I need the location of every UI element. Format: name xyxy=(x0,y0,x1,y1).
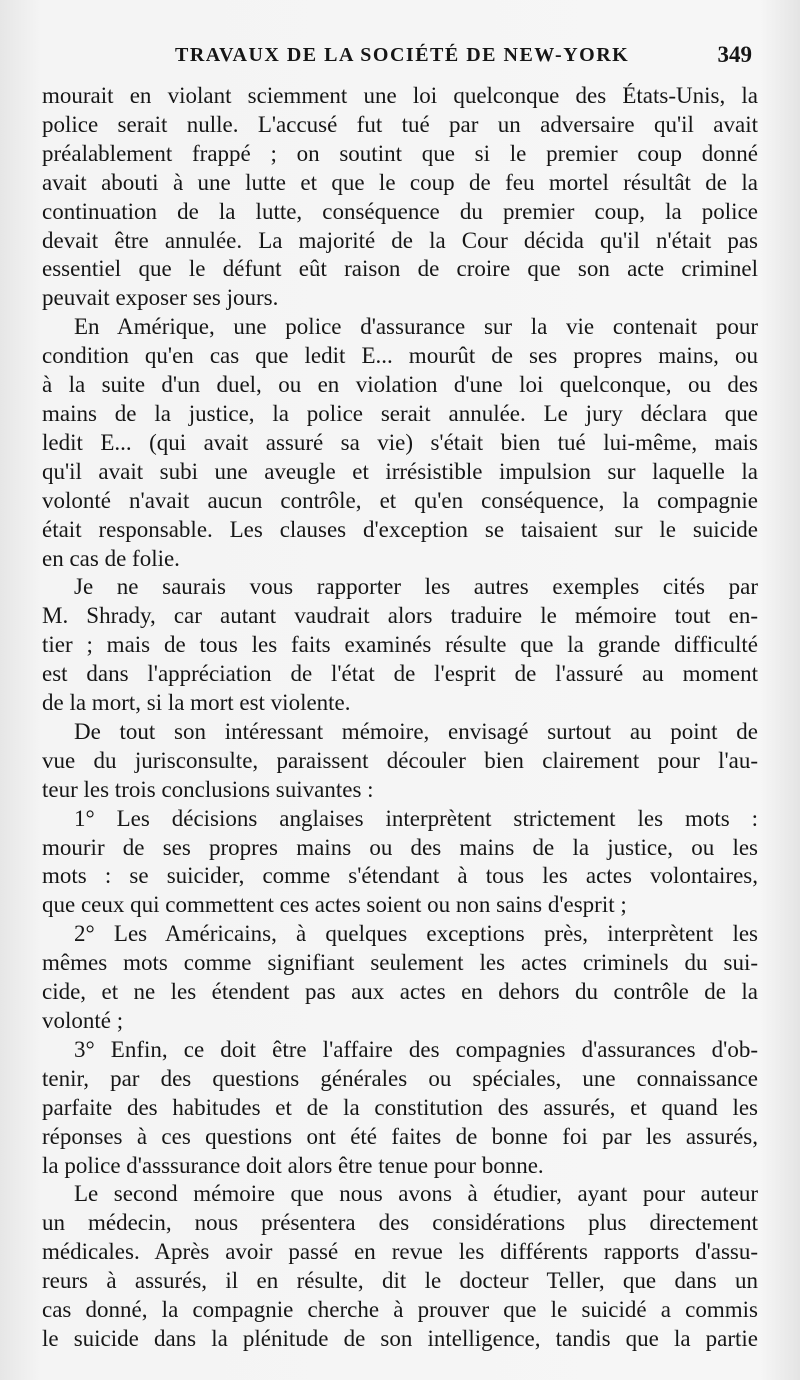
text-line: de la mort, si la mort est violente. xyxy=(42,690,351,716)
text-line: tier ; mais de tous les faits examinés résulte que la grande difficulté xyxy=(42,632,758,658)
paragraph xyxy=(42,805,758,921)
paragraph xyxy=(42,82,758,313)
text-line: 1° Les décisions anglaises interprètent strictement les mots : xyxy=(74,805,758,831)
text-line: 2° Les Américains, à quelques exceptions près, interprètent les xyxy=(74,921,758,947)
text-line: mêmes mots comme signifiant seulement les actes criminels du sui- xyxy=(42,950,758,976)
text-line: De tout son intéressant mémoire, envisagé surtout au point de xyxy=(74,718,758,744)
text-line: vue du jurisconsulte, paraissent découler bien clairement pour l'au- xyxy=(42,747,758,773)
text-line: continuation de la lutte, conséquence du premier coup, la police xyxy=(42,198,758,224)
body-text xyxy=(42,82,758,1354)
text-line: parfaite des habitudes et de la constitution des assurés, et quand les xyxy=(42,1094,758,1120)
text-line: le suicide dans la plénitude de son intelligence, tandis que la partie xyxy=(42,1325,758,1351)
text-line: à la suite d'un duel, ou en violation d'une loi quelconque, ou des xyxy=(42,372,758,398)
text-line: préalablement frappé ; on soutint que si le premier coup donné xyxy=(42,140,758,166)
text-line: un médecin, nous présentera des considérations plus directement xyxy=(42,1210,758,1236)
text-line: Le second mémoire que nous avons à étudier, ayant pour auteur xyxy=(74,1181,758,1207)
text-line: police serait nulle. L'accusé fut tué par un adversaire qu'il avait xyxy=(42,111,758,137)
running-title: TRAVAUX DE LA SOCIÉTÉ DE NEW-YORK xyxy=(175,44,630,66)
page-number: 349 xyxy=(717,42,752,67)
text-line: teur les trois conclusions suivantes : xyxy=(42,776,374,802)
text-line: réponses à ces questions ont été faites de bonne foi par les assurés, xyxy=(42,1123,758,1149)
text-line: peuvait exposer ses jours. xyxy=(42,285,279,311)
text-line: en cas de folie. xyxy=(42,545,180,571)
text-line: mains de la justice, la police serait annulée. Le jury déclara que xyxy=(42,400,758,426)
paragraph xyxy=(42,920,758,1036)
text-line: volonté ; xyxy=(42,1008,124,1033)
paragraph xyxy=(42,573,758,718)
text-line: devait être annulée. La majorité de la Cour décida qu'il n'était pas xyxy=(42,227,758,253)
text-line: mourir de ses propres mains ou des mains de la justice, ou les xyxy=(42,834,758,860)
paragraph xyxy=(42,1036,758,1181)
page-header xyxy=(40,38,760,74)
text-line: reurs à assurés, il en résulte, dit le docteur Teller, que dans un xyxy=(42,1268,758,1294)
paragraph xyxy=(42,1180,758,1353)
text-line: essentiel que le défunt eût raison de croire que son acte criminel xyxy=(42,256,758,282)
text-line: qu'il avait subi une aveugle et irrésistible impulsion sur laquelle la xyxy=(42,458,758,484)
paragraph xyxy=(42,718,758,805)
text-line: médicales. Après avoir passé en revue les différents rapports d'assu- xyxy=(42,1239,758,1265)
paragraph xyxy=(42,313,758,573)
text-line: avait abouti à une lutte et que le coup de feu mortel résultât de la xyxy=(42,169,758,195)
text-line: En Amérique, une police d'assurance sur la vie contenait pour xyxy=(74,314,758,340)
text-line: tenir, par des questions générales ou spéciales, une connaissance xyxy=(42,1065,758,1091)
text-line: M. Shrady, car autant vaudrait alors traduire le mémoire tout en- xyxy=(42,603,758,629)
text-line: est dans l'appréciation de l'état de l'esprit de l'assuré au moment xyxy=(42,661,758,687)
text-line: Je ne saurais vous rapporter les autres exemples cités par xyxy=(74,574,758,600)
text-line: mots : se suicider, comme s'étendant à tous les actes volontaires, xyxy=(42,863,758,889)
text-line: était responsable. Les clauses d'exception se taisaient sur le suicide xyxy=(42,516,758,542)
text-line: 3° Enfin, ce doit être l'affaire des compagnies d'assurances d'ob- xyxy=(74,1036,758,1062)
text-line: la police d'asssurance doit alors être tenue pour bonne. xyxy=(42,1152,544,1178)
text-line: ledit E... (qui avait assuré sa vie) s'était bien tué lui-même, mais xyxy=(42,429,758,455)
text-line: volonté n'avait aucun contrôle, et qu'en conséquence, la compagnie xyxy=(42,487,758,513)
text-line: condition qu'en cas que ledit E... mourût de ses propres mains, ou xyxy=(42,343,758,369)
text-line: mourait en violant sciemment une loi quelconque des États-Unis, la xyxy=(42,83,758,108)
text-line: que ceux qui commettent ces actes soient ou non sains d'esprit ; xyxy=(42,892,627,918)
text-line: cide, et ne les étendent pas aux actes en dehors du contrôle de la xyxy=(42,979,758,1005)
text-line: cas donné, la compagnie cherche à prouver que le suicidé a commis xyxy=(42,1297,758,1323)
